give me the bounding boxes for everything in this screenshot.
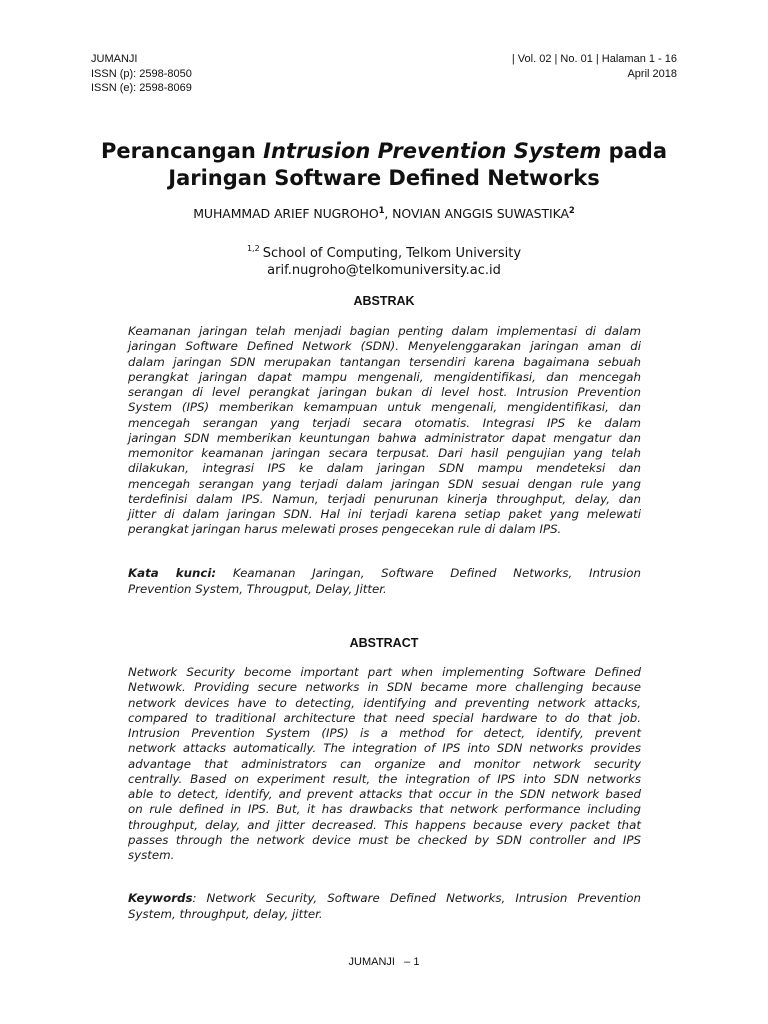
abstrak-body (128, 324, 641, 538)
abstract-line: passes through the network device must be checked by SDN controller and IPS (128, 832, 641, 847)
abstract-line: network attacks automatically. The integration of IPS into SDN networks provides (128, 741, 641, 756)
abstrak-line: perangkat jaringan dapat mampu mengenali, mengidentifikasi, dan mencegah (128, 369, 641, 384)
author-2: NOVIAN ANGGIS SUWASTIKA (392, 206, 569, 221)
abstract-body (128, 665, 641, 863)
abstract-line: advantage that administrators can organize and monitor network security (128, 756, 641, 771)
page-footer: JUMANJI – 1 (348, 956, 420, 968)
abstract-line: on rule defined in IPS. But, it has drawbacks that network performance including (128, 802, 641, 817)
abstrak-keywords: Kata kunci: Keamanan Jaringan, Software Defined Networks, Intrusion Prevention System, Througput, Delay, Jitter. (128, 566, 641, 596)
paper-title (60, 138, 708, 192)
journal-header-right (512, 52, 677, 81)
journal-header-left (91, 52, 192, 96)
abstrak-line: dilakukan, integrasi IPS ke dalam jaringan SDN mampu mendeteksi dan (128, 461, 641, 476)
author-1-affil-mark: 1 (378, 206, 385, 216)
abstract-line: system. (128, 848, 175, 862)
abstract-heading: ABSTRACT (349, 636, 419, 650)
keywords-label: Keywords (128, 891, 193, 905)
affiliation (60, 240, 708, 279)
abstract-line: throughput, delay, and jitter decreased. This happens because every packet that (128, 817, 641, 832)
abstract-line: Netwowk. Providing secure networks in SDN became more challenging because (128, 680, 641, 695)
journal-name: JUMANJI (91, 53, 138, 65)
abstrak-line: serangan di level perangkat jaringan bukan di level host. Intrusion Prevention (128, 385, 641, 399)
abstrak-line: jitter di dalam jaringan SDN. Hal ini terjadi karena setiap paket yang melewati (128, 507, 641, 521)
abstract-line: network devices have to detecting, identifying and preventing network attacks, (128, 695, 641, 710)
abstrak-line: mencegah serangan yang terjadi secara otomatis. Integrasi IPS ke dalam (128, 415, 641, 430)
abstrak-line: System (IPS) memberikan kemampuan untuk mengenali, mengidentifikasi, dan (128, 400, 641, 415)
author-1: MUHAMMAD ARIEF NUGROHO (193, 206, 379, 221)
abstrak-line: memonitor keamanan jaringan secara terpusat. Dari hasil pengujian yang telah (128, 446, 641, 460)
abstrak-line: jaringan Software Defined Network (SDN). Menyelenggarakan jaringan aman di (128, 339, 641, 354)
issn-online: ISSN (e): 2598-8069 (91, 82, 192, 94)
institution: School of Computing, Telkom University (262, 246, 522, 261)
abstract-keywords: Keywords: Network Security, Software Defined Networks, Intrusion Prevention System, throughput, delay, jitter. (128, 891, 641, 921)
abstrak-heading: ABSTRAK (353, 294, 415, 308)
abstract-line: compared to traditional architecture that need special hardware to do that job. (128, 710, 641, 725)
abstrak-line: mencegah serangan yang terjadi dalam jaringan SDN sesuai dengan rule yang (128, 476, 641, 491)
title-emphasis: Intrusion Prevention System (263, 139, 602, 163)
abstrak-line: Keamanan jaringan telah menjadi bagian penting dalam implementasi di dalam (128, 324, 641, 338)
abstract-line: Intrusion Prevention System (IPS) is a method for detect, identify, prevent (128, 726, 641, 740)
abstrak-line: terdefinisi dalam IPS. Namun, terjadi penurunan kinerja throughput, delay, dan (128, 491, 641, 506)
abstrak-line: perangkat jaringan harus melewati proses pengecekan rule di dalam IPS. (128, 522, 562, 537)
contact-email: arif.nugroho@telkomuniversity.ac.id (267, 263, 501, 278)
issn-print: ISSN (p): 2598-8050 (91, 67, 192, 80)
keywords-label: Kata kunci: (128, 566, 217, 580)
affiliation-mark: 1,2 (246, 244, 260, 253)
abstrak-line: jaringan SDN memberikan keuntungan bahwa administrator dapat mengatur dan (128, 430, 641, 445)
publication-date: April 2018 (627, 67, 677, 80)
volume-info: | Vol. 02 | No. 01 | Halaman 1 - 16 (511, 53, 677, 65)
author-2-affil-mark: 2 (568, 206, 575, 216)
abstract-line: able to detect, identify, and prevent attacks that occur in the SDN network based (128, 787, 641, 801)
title-line-1: Perancangan Intrusion Prevention System pada (101, 139, 667, 163)
abstract-line: centrally. Based on experiment result, the integration of IPS into SDN networks (128, 771, 641, 786)
abstract-line: Network Security become important part when implementing Software Defined (128, 665, 641, 679)
title-line-2: Jaringan Software Defined Networks (168, 166, 600, 190)
author-list: MUHAMMAD ARIEF NUGROHO$^1$, NOVIAN ANGGIS SUWASTIKA$^2$ (193, 206, 575, 221)
abstrak-line: dalam jaringan SDN merupakan tantangan tersendiri karena bagaimana sebuah (128, 354, 641, 369)
